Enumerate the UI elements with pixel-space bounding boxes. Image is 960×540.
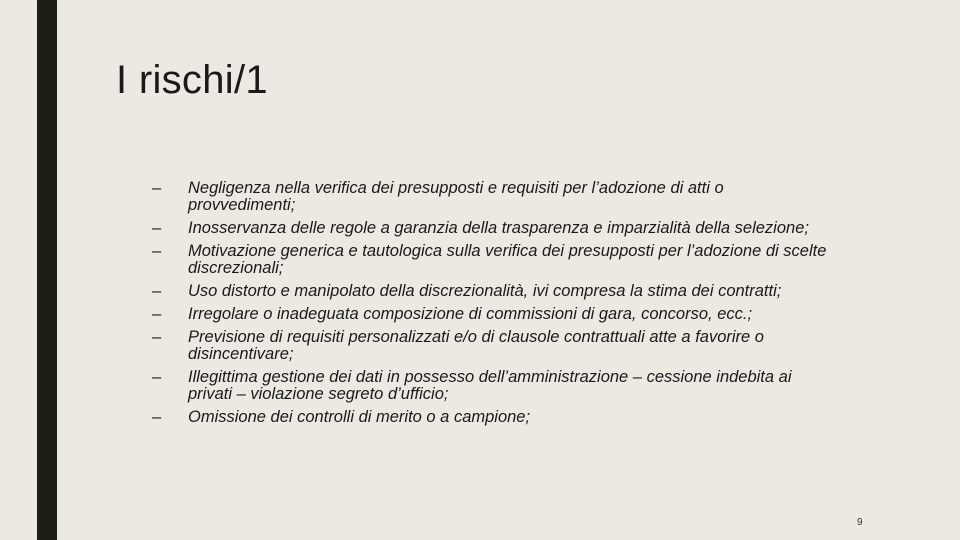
page-number: 9 [857, 517, 863, 528]
bullet-text: Uso distorto e manipolato della discrezionalità, ivi compresa la stima dei contratti; [188, 282, 782, 300]
bullet-item [152, 220, 832, 237]
bullet-text: Previsione di requisiti personalizzati e/o di clausole contrattuali atte a favorire o disincentivare; [188, 328, 764, 363]
bullet-item [152, 283, 832, 300]
bullet-dash: – [152, 368, 162, 386]
bullet-text: Illegittima gestione dei dati in possesso dell’amministrazione – cessione indebita ai privati – violazione segreto d’ufficio; [188, 368, 792, 403]
bullet-item [152, 409, 832, 426]
bullet-text: Inosservanza delle regole a garanzia della trasparenza e imparzialità della selezione; [188, 219, 809, 237]
bullet-dash: – [152, 219, 162, 237]
bullet-text: Irregolare o inadeguata composizione di commissioni di gara, concorso, ecc.; [188, 305, 753, 323]
bullet-item [152, 180, 832, 214]
bullet-dash: – [152, 179, 162, 197]
bullet-dash: – [152, 242, 162, 260]
bullet-text: Motivazione generica e tautologica sulla verifica dei presupposti per l’adozione di scelte discrezionali; [188, 242, 827, 277]
bullet-item [152, 369, 832, 403]
bullet-item [152, 329, 832, 363]
bullet-dash: – [152, 305, 162, 323]
slide-title: I rischi/1 [116, 58, 268, 102]
bullet-dash: – [152, 328, 162, 346]
bullet-item [152, 243, 832, 277]
bullet-list [152, 180, 832, 432]
accent-bar [37, 0, 57, 540]
bullet-text: Omissione dei controlli di merito o a campione; [188, 408, 531, 426]
bullet-dash: – [152, 282, 162, 300]
bullet-dash: – [152, 408, 162, 426]
bullet-text: Negligenza nella verifica dei presupposti e requisiti per l’adozione di atti o provvedimenti; [188, 179, 724, 214]
bullet-item [152, 306, 832, 323]
